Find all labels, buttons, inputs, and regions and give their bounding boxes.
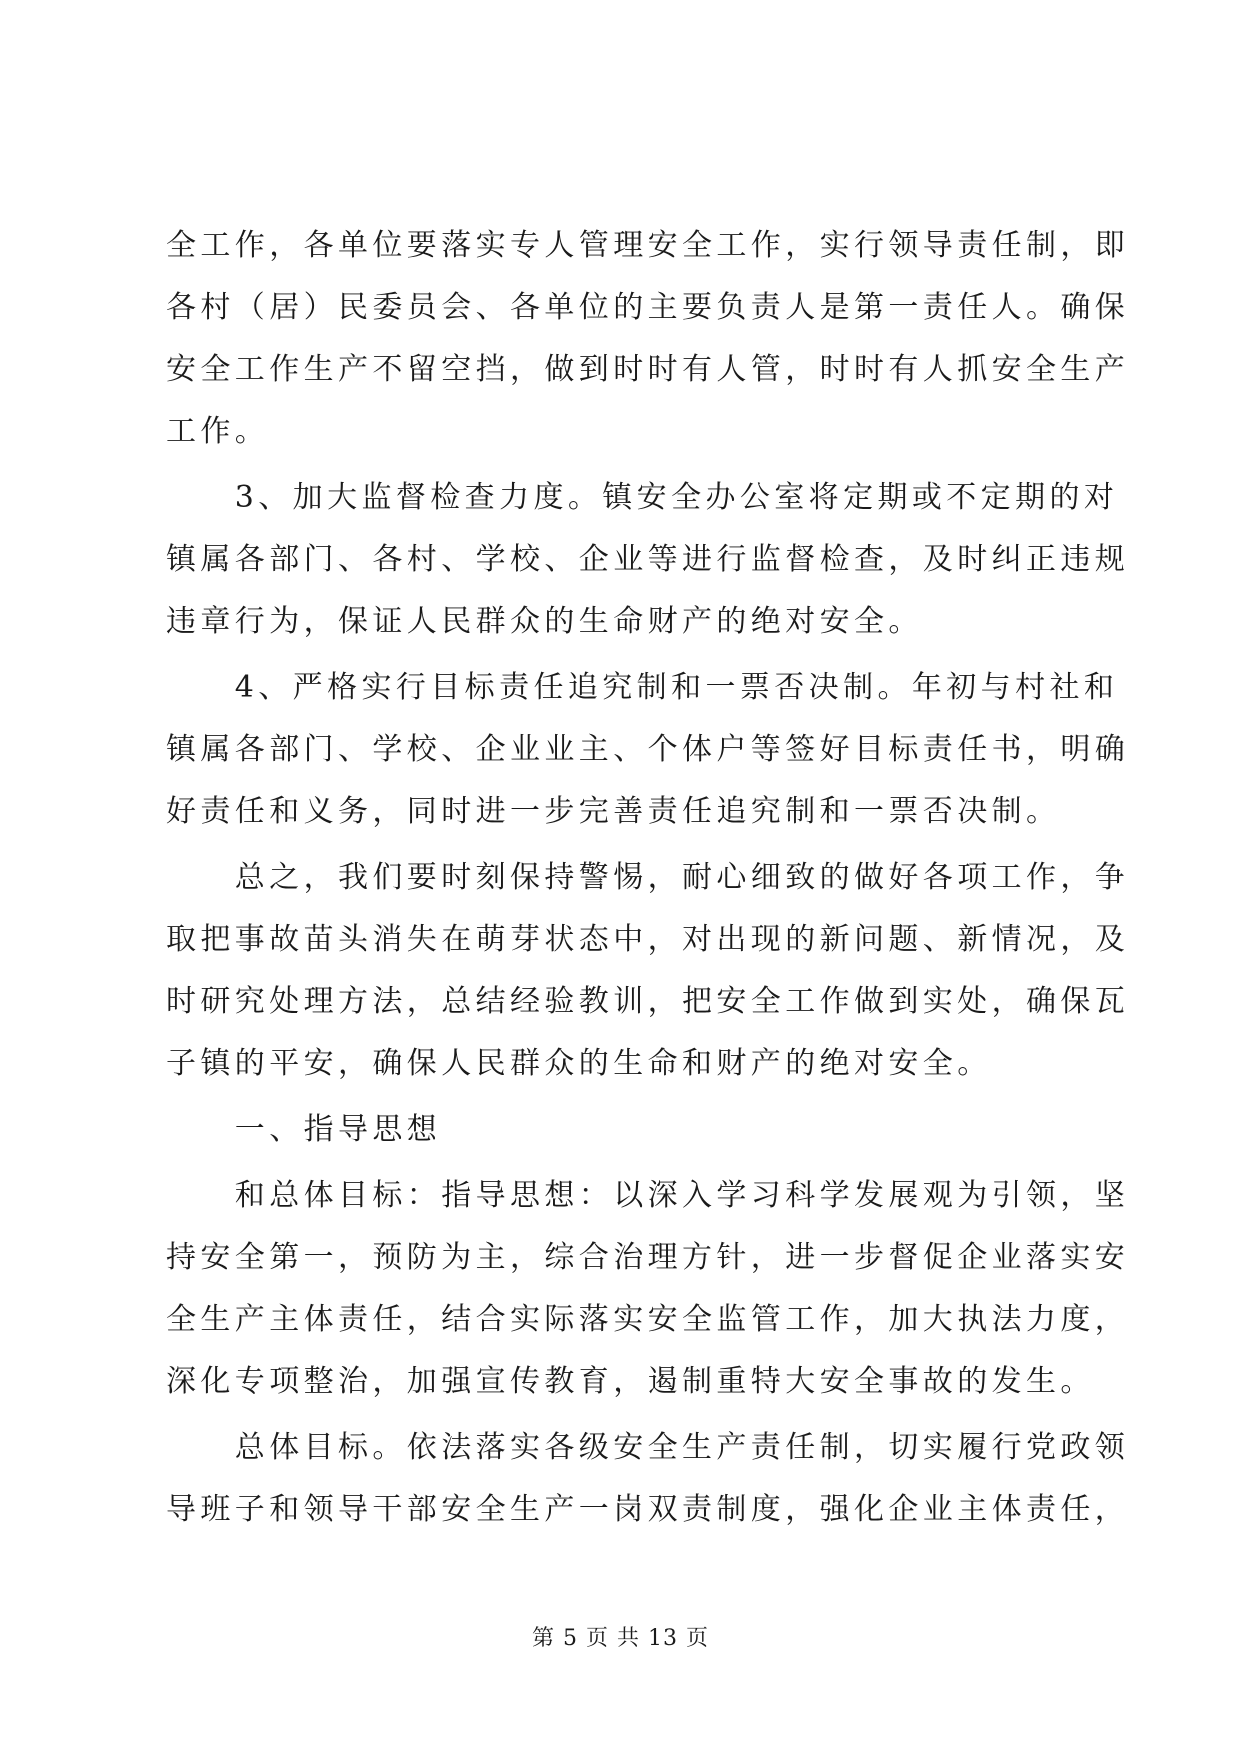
text-line: 镇属各部门、学校、企业业主、个体户等签好目标责任书，明确 (166, 732, 1130, 767)
text-line: 4、严格实行目标责任追究制和一票否决制。年初与村社和 (166, 670, 1119, 705)
text-line: 取把事故苗头消失在萌芽状态中，对出现的新问题、新情况，及 (166, 922, 1130, 957)
body-text (166, 228, 1130, 1554)
text-line: 持安全第一，预防为主，综合治理方针，进一步督促企业落实安 (166, 1240, 1130, 1275)
text-line: 工作。 (166, 414, 270, 449)
text-line: 一、指导思想 (166, 1112, 442, 1147)
text-line: 深化专项整治，加强宣传教育，遏制重特大安全事故的发生。 (166, 1364, 1095, 1399)
text-line: 违章行为，保证人民群众的生命财产的绝对安全。 (166, 604, 923, 639)
text-line: 时研究处理方法，总结经验教训，把安全工作做到实处，确保瓦 (166, 984, 1130, 1019)
text-line: 子镇的平安，确保人民群众的生命和财产的绝对安全。 (166, 1046, 992, 1081)
text-line: 好责任和义务，同时进一步完善责任追究制和一票否决制。 (166, 794, 1061, 829)
text-line: 导班子和领导干部安全生产一岗双责制度，强化企业主体责任， (166, 1492, 1130, 1527)
text-line: 镇属各部门、各村、学校、企业等进行监督检查，及时纠正违规 (166, 542, 1130, 577)
text-line: 安全工作生产不留空挡，做到时时有人管，时时有人抓安全生产 (166, 352, 1130, 387)
text-line: 3、加大监督检查力度。镇安全办公室将定期或不定期的对 (166, 480, 1119, 515)
page-number-footer: 第 5 页 共 13 页 (532, 1626, 709, 1651)
text-line: 全生产主体责任，结合实际落实安全监管工作，加大执法力度， (166, 1302, 1130, 1337)
text-line: 和总体目标：指导思想：以深入学习科学发展观为引领，坚 (166, 1178, 1130, 1213)
text-line: 总之，我们要时刻保持警惕，耐心细致的做好各项工作，争 (166, 860, 1130, 895)
text-line: 总体目标。依法落实各级安全生产责任制，切实履行党政领 (166, 1430, 1130, 1465)
text-line: 各村（居）民委员会、各单位的主要负责人是第一责任人。确保 (166, 290, 1130, 325)
text-line: 全工作，各单位要落实专人管理安全工作，实行领导责任制，即 (166, 228, 1130, 263)
